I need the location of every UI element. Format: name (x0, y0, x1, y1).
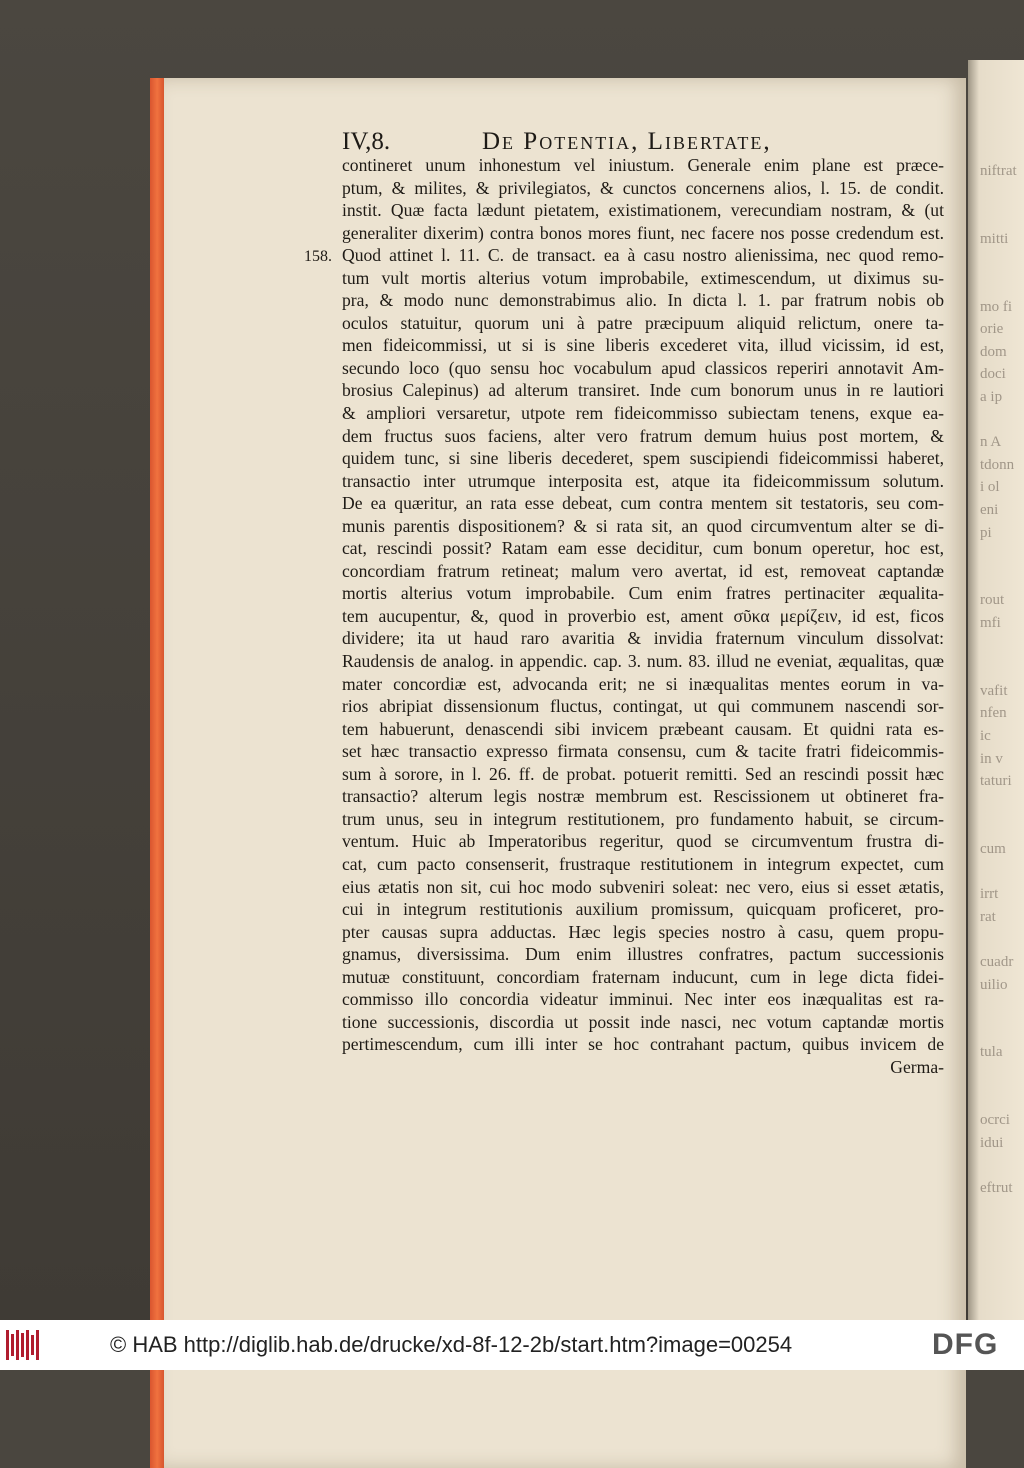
facing-page-text: uilio (980, 976, 1008, 993)
copyright-link[interactable]: © HAB http://diglib.hab.de/drucke/xd-8f-12-2b/start.htm?image=00254 (110, 1332, 793, 1357)
text-line: secundo loco (quo sensu hoc vocabulum apud classicos reperiri annotavit Am- (342, 357, 944, 378)
text-line: gnamus, diversissima. Dum enim illustres confratres, pactum successionis (342, 944, 944, 965)
text-line: dividere; ita ut haud raro avaritia & invidia fraternum vinculum dissolvat: (342, 628, 944, 649)
facing-page-text: i ol (980, 479, 1000, 496)
running-title: De Potentia, Libertate, (482, 128, 772, 155)
facing-page-text: tula (980, 1044, 1003, 1061)
text-line: tem aucupentur, &, quod in proverbio est, ament σῦκα μερίζειν, id est, ficos (342, 605, 944, 626)
facing-page-text: niftrat (980, 163, 1017, 179)
facing-page-text: tdonn (980, 456, 1015, 473)
text-line: tem habuerunt, denascendi sibi invicem præbeant causam. Et quidni rata es- (342, 718, 944, 739)
text-line: oculos statuitur, quorum uni à patre præcipuum aliquid relictum, onere ta- (342, 312, 944, 333)
text-line: cat, rescindi possit? Ratam eam esse deciditur, cum bonum operetur, hoc est, (342, 538, 944, 559)
text-line: tione successionis, discordia ut possit inde nasci, nec votum captandæ mortis (342, 1011, 944, 1032)
facing-page-fragment (968, 60, 1024, 1320)
text-line: De ea quæritur, an rata esse debeat, cum contra mentem sit testatoris, seu com- (342, 493, 944, 514)
text-line: set hæc transactio expresso firmata consensu, cum & tacite fratri fideicommis- (342, 741, 944, 762)
facing-page-text: cum (980, 841, 1006, 857)
text-line: cui in integrum restitutionis auxilium promissum, quicquam proficeret, pro- (342, 899, 944, 920)
text-line: generaliter dixerim) contra bonos mores fiunt, nec facere nos posse credendum est. (342, 222, 944, 243)
text-line: Raudensis de analog. in appendic. cap. 3. num. 83. illud ne eveniat, æqualitas, quæ (342, 651, 944, 672)
text-line: mater concordiæ est, advocanda erit; ne si inæqualitas mentes eorum in va- (342, 673, 944, 694)
text-line: trum unus, seu in integrum restitutionem, pro fundamento habuit, se circum- (342, 808, 944, 829)
facing-page-text: idui (980, 1134, 1004, 1151)
text-line: sum à sorore, in l. 26. ff. de probat. potuerit remitti. Sed an rescindi possit hæc (342, 763, 944, 784)
facing-page-text: mfi (980, 615, 1001, 631)
text-line: commisso illo concordia videatur imminui. Nec inter eos inæqualitas est ra- (342, 989, 944, 1010)
facing-page-text: ic (980, 728, 991, 744)
text-line: men fideicommissi, ut si is sine liberis excederet vita, illud vicissim, id est, (342, 335, 944, 356)
facing-page-text: ocrci (980, 1112, 1010, 1129)
facing-page-text: rat (980, 908, 996, 925)
facing-page-text: vafit (980, 682, 1008, 699)
text-line: mutuæ constituunt, concordiam fraternam inducunt, cum in lege dicta fidei- (342, 966, 944, 987)
text-line: tum vult mortis alterius votum improbabile, extimescendum, ut diximus su- (342, 267, 944, 288)
text-line: ptum, & milites, & privilegiatos, & cunctos concernens alios, l. 15. de condit. (342, 177, 944, 198)
text-line: instit. Quæ facta lædunt pietatem, existimationem, verecundiam nostram, & (ut (342, 200, 944, 221)
catchword: Germa- (890, 1056, 944, 1077)
facing-page-text: rout (980, 592, 1005, 609)
text-line: transactio inter utrumque interposita est, atque ita fideicommissum solutum. (342, 470, 944, 491)
dfg-logo: DFG (932, 1328, 999, 1361)
facing-page-text: a ip (980, 389, 1003, 405)
text-line: rios abripiat dissensionum fluctus, contingat, ut qui communem nascendi sor- (342, 696, 944, 717)
text-line: transactio? alterum legis nostræ membrum est. Rescissionem ut obtineret fra- (342, 786, 944, 807)
text-line: pertimescendum, cum illi inter se hoc contrahant pactum, quibus invicem de (342, 1034, 944, 1055)
footer-bar (0, 1320, 1024, 1370)
text-line: dem fructus suos faciens, alter vero fratrum demum huius post mortem, & (342, 425, 944, 446)
text-line: quidem tunc, si sine liberis decederet, spem suscipiendi fideicommissi haberet, (342, 448, 944, 469)
text-line: cat, cum pacto consenserit, frustraque restitutionem in integrum expectet, cum (342, 853, 944, 874)
text-line: Quod attinet l. 11. C. de transact. ea à casu nostro alienissima, nec quod remo- (342, 245, 944, 266)
facing-page-text: dom (980, 343, 1007, 360)
marginal-number: 158. (304, 248, 332, 265)
facing-page-text: mitti (980, 230, 1009, 247)
facing-page-text: pi (980, 524, 992, 541)
text-line: contineret unum inhonestum vel iniustum. Generale enim plane est præce- (342, 155, 944, 175)
text-line: eius ætatis non sit, cui hoc modo subveniri soleat: nec vero, eius si esset ætatis, (342, 876, 944, 897)
facing-page-text: taturi (980, 773, 1012, 790)
text-line: & ampliori versaretur, utpote rem fideicommisso subiectam tenens, exque ea- (342, 403, 944, 424)
signature-mark: IV,8. (342, 128, 391, 155)
text-line: ventum. Huic ab Imperatoribus regeritur, quod se circumventum frustra di- (342, 831, 944, 852)
text-line: pra, & modo nunc demonstrabimus alio. In dicta l. 1. par fratrum nobis ob (342, 290, 944, 311)
facing-page-text: mo fi (980, 298, 1013, 315)
text-line: pter causas supra adductas. Hæc legis species nostro à casu, quem propu- (342, 921, 944, 942)
facing-page-text: in v (980, 750, 1003, 767)
text-line: munis parentis dispositionem? & si rata sit, an quod circumventum alter se di- (342, 515, 944, 536)
text-line: brosius Calepinus) ad alterum transiret. Inde cum bonorum unus in re lautiori (342, 380, 944, 401)
body-text (342, 154, 944, 1078)
hab-logo-icon (6, 1330, 42, 1360)
facing-page-text: eftrut (980, 1180, 1013, 1196)
text-line: concordiam fratrum retineat; malum vero avertat, id est, removeat captandæ (342, 560, 944, 581)
facing-page-text: orie (980, 321, 1004, 338)
facing-page-text: n A (980, 434, 1002, 451)
facing-page-text: irrt (980, 886, 999, 903)
facing-page-text: doci (980, 366, 1006, 383)
facing-page-text: eni (980, 502, 999, 518)
facing-page-text: nfen (980, 705, 1007, 722)
facing-page-text: cuadr (980, 954, 1014, 970)
text-line: mortis alterius votum improbabile. Cum enim fratres pertinaciter æqualita- (342, 583, 944, 604)
